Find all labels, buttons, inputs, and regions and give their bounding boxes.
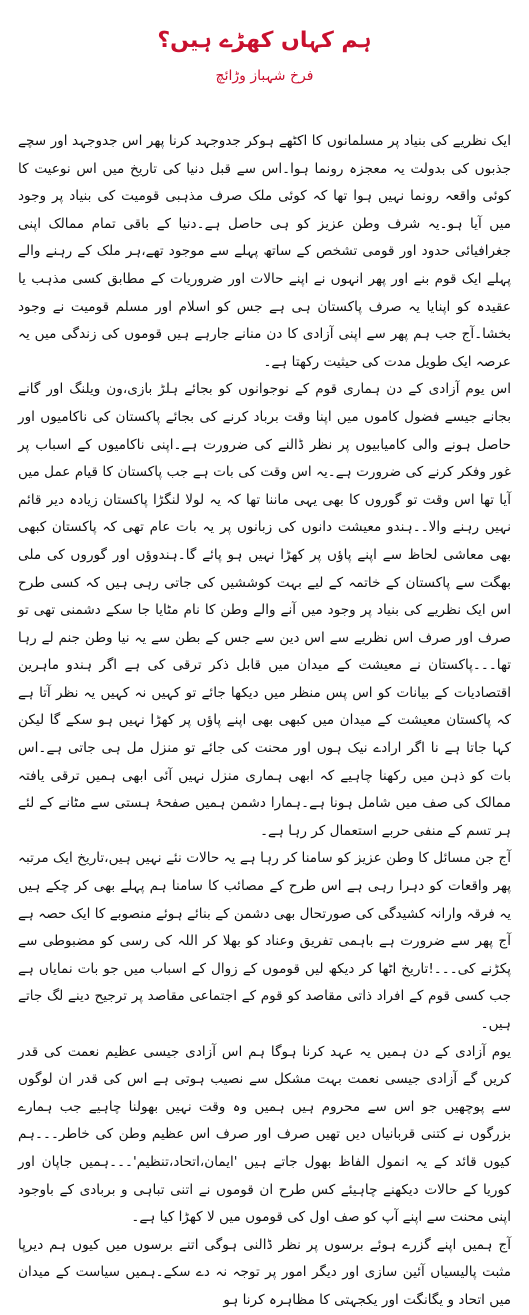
article-paragraph: ایک نظریے کی بنیاد پر مسلمانوں کا اکٹھے ہوکر جدوجہد کرنا پھر اس جدوجہد اور سچے جذبوں کی بدولت یہ معجزہ رونما ہوا۔اس سے قبل دنیا کی تاریخ میں اس نوعیت کا کوئی واقعہ رونما نہیں ہوا تھا کہ کوئی ملک صرف مذہبی قومیت کی بنیاد پر وجود میں آیا ہو۔یہ شرف وطن عزیز کو ہی حاصل ہے۔دنیا کے باقی تمام ممالک اپنی جغرافیائی حدود اور قومی تشخص کے ساتھ پہلے سے موجود تھے،ہر ملک کے رہنے والے پہلے ایک قوم بنے اور پھر انہوں نے اپنے حالات اور ضروریات کے مطابق کسی مذہب یا عقیدہ کو اپنایا یہ صرف پاکستان ہی ہے جس کو اسلام اور مسلم قومیت نے وجود بخشا۔آج جب ہم پھر سے اپنی آزادی کا دن منانے جارہے ہیں قوموں کی زندگی میں یہ عرصہ ایک طویل مدت کی حیثیت رکھتا ہے۔ [18,133,511,370]
article-paragraph: آج جن مسائل کا وطن عزیز کو سامنا کر رہا ہے یہ حالات نئے نہیں ہیں،تاریخ ایک مرتبہ پھر واقعات کو دہرا رہی ہے اس طرح کے مصائب کا سامنا ہم پہلے بھی کر چکے ہیں یہ فرقہ وارانہ کشیدگی کی صورتحال بھی دشمن کے بنائے ہوئے منصوبے کا ایک حصہ ہے آج پھر سے ضرورت ہے باہمی تفریق وعناد کو بھلا کر اللہ کی رسی کو مضبوطی سے پکڑنے کی۔۔۔!تاریخ اٹھا کر دیکھ لیں قوموں کے زوال کے اسباب میں جو بات نمایاں ہے جب کسی قوم کے افراد ذاتی مقاصد کو قوم کے اجتماعی مقاصد پر ترجیح دینے لگ جاتے ہیں۔ [18,850,511,1032]
article-paragraph: یوم آزادی کے دن ہمیں یہ عہد کرنا ہوگا ہم اس آزادی جیسی عظیم نعمت کی قدر کریں گے آزادی جیسی نعمت بہت مشکل سے نصیب ہوتی ہے اس کی قدر ان لوگوں سے پوچھیں جو اس سے محروم ہیں ہمیں وہ وقت نہیں بھولنا چاہیے جب ہمارے بزرگوں نے کتنی قربانیاں دیں تھیں صرف اور صرف اس عظیم وطن کی خاطر۔۔۔ہم کیوں قائد کے یہ انمول الفاظ بھول جاتے ہیں 'ایمان،اتحاد،تنظیم'۔۔۔ہمیں جاپان اور کوریا کے حالات دیکھنے چاہیئے کس طرح ان قوموں نے اتنی تباہی و بربادی کے باوجود اپنی محنت سے اپنے آپ کو صف اول کی قوموں میں لا کھڑا کیا ہے۔ [18,1043,511,1226]
article-paragraph: آج ہمیں اپنے گزرے ہوئے برسوں پر نظر ڈالنی ہوگی اتنے برسوں میں کیوں ہم دیرپا مثبت پالیسیاں آئین سازی اور دیگر امور پر توجہ نہ دے سکے۔ہمیں سیاست کے میدان میں اتحاد و یگانگت اور یکجہتی کا مظاہرہ کرنا ہو [18,1236,511,1308]
article-paragraph: اس یوم آزادی کے دن ہماری قوم کے نوجوانوں کو بجائے ہلڑ بازی،ون ویلنگ اور گانے بجانے جیسے فضول کاموں میں اپنا وقت برباد کرنے کی بجائے پاکستان کی ناکامیوں اور حاصل ہونے والی کامیابیوں پر نظر ڈالنے کی ضرورت ہے۔اپنی ناکامیوں کے اسباب پر غور وفکر کرنے کی ضرورت ہے۔یہ اس وقت کی بات ہے جب پاکستان کا قیام عمل میں آیا تھا اس وقت تو گوروں کا بھی یہی ماننا تھا کہ یہ لولا لنگڑا پاکستان زیادہ دیر قائم نہیں رہنے والا۔۔ہندو معیشت دانوں کی زبانوں پر یہ بات عام تھی کہ پاکستان کبھی بھی معاشی لحاظ سے اپنے پاؤں پر کھڑا نہیں ہو پائے گا۔ہندوؤں اور گوروں کی ملی بھگت سے پاکستان کے خاتمہ کے لیے بہت کوششیں کی جاتی رہی ہیں کہ کسی طرح اس ایک نظریے کی بنیاد پر وجود میں آنے والے وطن کا نام مٹایا جا سکے دشمنی تھی تو صرف اور صرف اس نظریے سے اس دین سے جس کے بطن سے یہ نیا وطن جنم لے رہا تھا۔۔۔پاکستان نے معیشت کے میدان میں قابل ذکر ترقی کی ہے اگر ہندو ماہرین اقتصادیات کے بیانات کو اس پس منظر میں دیکھا جائے تو کہیں نہ کہیں یہ نظر آتا ہے کہ پاکستان معیشت کے میدان میں کبھی بھی اپنے پاؤں پر کھڑا نہیں ہو سکے گا لیکن کہا جاتا ہے نا اگر ارادے نیک ہوں اور محنت کی جائے تو منزل مل ہی جاتی ہے۔اس بات کو ذہن میں رکھنا چاہیے کہ ابھی ہماری منزل نہیں آئی ابھی ہمیں ترقی یافتہ ممالک کی صف میں شامل ہونا ہے۔ہمارا دشمن ہمیں صفحۂ ہستی سے مٹانے کے لئے ہر تسم کے منفی حربے استعمال کر رہا ہے۔ [18,381,511,839]
author-byline: فرخ شہباز وڑائچ [215,68,314,84]
article-body [18,128,511,1315]
article-title: ہم کہاں کھڑے ہیں؟ [157,28,372,53]
